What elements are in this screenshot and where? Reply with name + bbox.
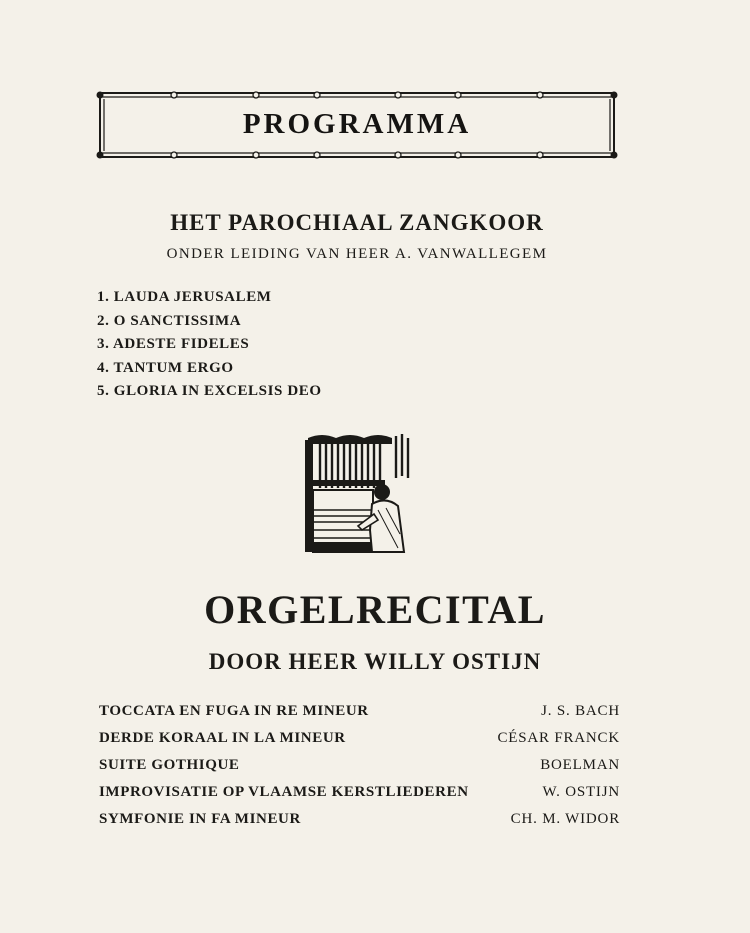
- list-item: [99, 779, 620, 806]
- work-title: IMPROVISATIE OP VLAAMSE KERSTLIEDEREN: [99, 784, 469, 800]
- recital-program-list: [99, 698, 620, 833]
- work-composer: J. S. BACH: [541, 703, 620, 719]
- list-item: 1. LAUDA JERUSALEM: [97, 289, 272, 305]
- list-item: 5. GLORIA IN EXCELSIS DEO: [97, 383, 322, 399]
- work-title: TOCCATA EN FUGA IN RE MINEUR: [99, 703, 369, 719]
- list-item: 3. ADESTE FIDELES: [97, 336, 250, 352]
- work-title: SYMFONIE IN FA MINEUR: [99, 811, 301, 827]
- work-composer: W. OSTIJN: [542, 784, 620, 800]
- work-title: DERDE KORAAL IN LA MINEUR: [99, 730, 346, 746]
- work-composer: CH. M. WIDOR: [510, 811, 620, 827]
- work-title: SUITE GOTHIQUE: [99, 757, 240, 773]
- recital-subheading: DOOR HEER WILLY OSTIJN: [208, 649, 542, 674]
- list-item: 2. O SANCTISSIMA: [97, 312, 242, 329]
- list-item: [99, 806, 620, 833]
- choir-heading: HET PAROCHIAAL ZANGKOOR: [170, 210, 544, 235]
- work-composer: BOELMAN: [540, 757, 620, 773]
- organist-at-pipe-organ-icon: [302, 430, 412, 556]
- title-frame: [96, 89, 618, 161]
- choir-program-list: [97, 286, 322, 404]
- list-item: 4. TANTUM ERGO: [97, 359, 234, 376]
- work-composer: CÉSAR FRANCK: [497, 730, 620, 746]
- recital-heading: ORGELRECITAL: [204, 587, 546, 632]
- list-item: [99, 698, 620, 725]
- list-item: [99, 725, 620, 752]
- choir-subheading: ONDER LEIDING VAN HEER A. VANWALLEGEM: [166, 246, 548, 262]
- list-item: [99, 752, 620, 779]
- page-title: PROGRAMMA: [242, 108, 472, 140]
